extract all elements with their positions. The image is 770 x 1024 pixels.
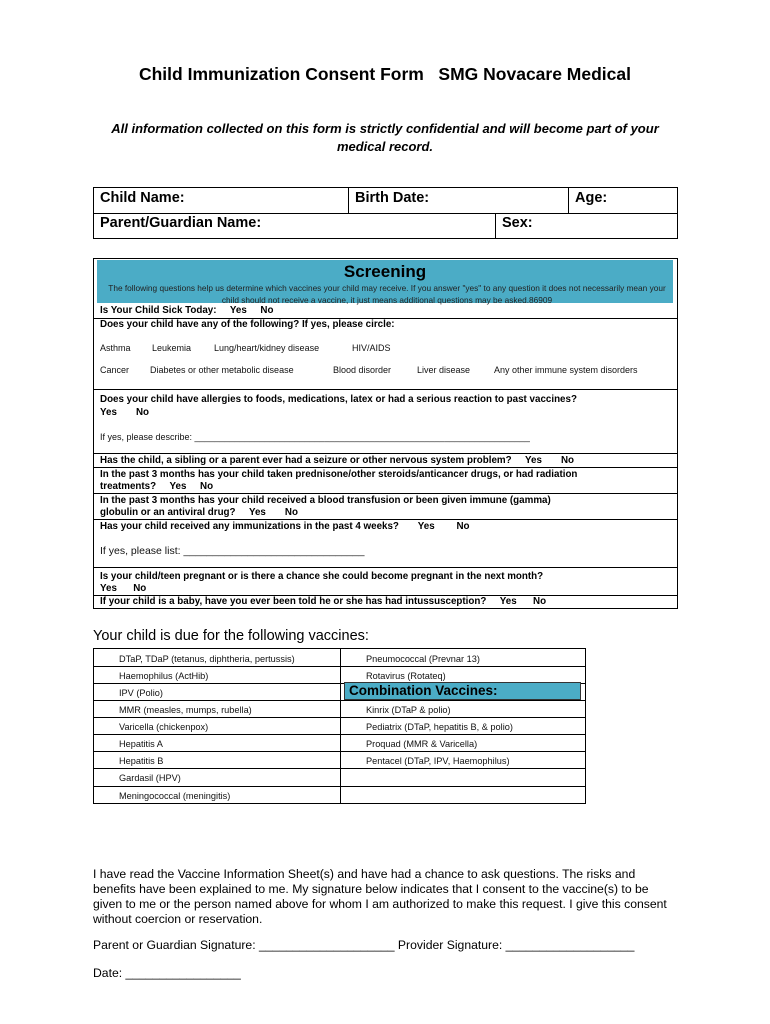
prednisone-question: In the past 3 months has your child taken prednisone/other steroids/anticancer drugs, or had radiation [100,469,578,480]
condition-option[interactable]: Liver disease [417,365,471,375]
prednisone-yes-no[interactable]: treatments? Yes No [100,481,214,492]
pregnant-yes-no[interactable]: Yes No [100,583,147,594]
sex-field[interactable]: Sex: [502,215,533,231]
vaccine-option[interactable]: Hepatitis B [119,756,164,766]
vaccines-table [93,648,586,804]
sick-today-question[interactable]: Is Your Child Sick Today: Yes No [100,305,274,316]
divider [348,188,349,213]
condition-option[interactable]: Blood disorder [333,365,392,375]
conditions-question: Does your child have any of the following? If yes, please circle: [100,319,395,330]
divider [94,453,677,454]
divider [340,649,341,803]
allergies-question: Does your child have allergies to foods, medications, latex or had a serious reaction to past vaccines? [100,394,577,405]
signature-line[interactable]: Parent or Guardian Signature: ____________________ Provider Signature: ___________________ [93,938,635,952]
pregnant-question: Is your child/teen pregnant or is there a chance she could become pregnant in the next month? [100,571,544,582]
allergies-yes-no[interactable]: Yes No [100,407,150,418]
divider [568,188,569,213]
date-line[interactable]: Date: _________________ [93,966,241,980]
divider [94,389,677,390]
vaccine-option[interactable]: Rotavirus (Rotateq) [366,671,446,681]
vaccine-option[interactable]: Hepatitis A [119,739,163,749]
divider [94,666,585,667]
vaccine-option[interactable]: Proquad (MMR & Varicella) [366,739,478,749]
divider [94,700,585,701]
condition-option[interactable]: Leukemia [152,343,192,353]
immunizations-list-field[interactable]: If yes, please list: _______________________________ [100,545,365,557]
combination-vaccines-header [344,682,581,700]
vaccines-due-label: Your child is due for the following vaccines: [93,628,369,644]
birth-date-field[interactable]: Birth Date: [355,190,430,206]
vaccine-option[interactable]: Meningococcal (meningitis) [119,791,231,801]
divider [94,519,677,520]
divider [94,493,677,494]
divider [94,567,677,568]
condition-option[interactable]: Any other immune system disorders [494,365,638,375]
condition-option[interactable]: Lung/heart/kidney disease [214,343,320,353]
vaccine-option[interactable]: Gardasil (HPV) [119,773,181,783]
screening-title: Screening [343,262,427,281]
divider [94,467,677,468]
transfusion-yes-no[interactable]: globulin or an antiviral drug? Yes No [100,507,298,518]
vaccine-option[interactable]: DTaP, TDaP (tetanus, diphtheria, pertussis) [119,654,295,664]
vaccine-option[interactable]: MMR (measles, mumps, rubella) [119,705,252,715]
transfusion-question: In the past 3 months has your child received a blood transfusion or been given immune (gamma) [100,495,551,506]
screening-header [97,260,673,303]
screening-section [93,258,678,609]
child-info-box [93,187,678,239]
consent-statement: I have read the Vaccine Information Sheet(s) and have had a chance to ask questions. The risks and benefits have been explained to me. My signature below indicates that I consent to the vaccine(s) to be given to me or the person named above for whom I am authorized to make this request. I give this consent without coercion or reservation. [93,867,667,926]
condition-option[interactable]: Cancer [100,365,130,375]
confidentiality-notice: All information collected on this form is strictly confidential and will become part of your medical record. [111,121,659,154]
condition-option[interactable]: Asthma [100,343,131,353]
age-field[interactable]: Age: [575,190,608,206]
divider [495,213,496,239]
divider [94,768,585,769]
vaccine-option[interactable]: Kinrix (DTaP & polio) [366,705,451,715]
child-name-field[interactable]: Child Name: [100,190,185,206]
immunizations-question[interactable]: Has your child received any immunizations in the past 4 weeks? Yes No [100,521,470,532]
intussusception-question[interactable]: If your child is a baby, have you ever been told he or she has had intussusception? Yes No [100,596,547,607]
parent-name-field[interactable]: Parent/Guardian Name: [100,215,262,231]
condition-option[interactable]: HIV/AIDS [352,343,391,353]
vaccine-option[interactable]: IPV (Polio) [119,688,163,698]
seizure-question[interactable]: Has the child, a sibling or a parent ever had a seizure or other nervous system problem? Yes No [100,455,575,466]
vaccine-option[interactable]: Varicella (chickenpox) [119,722,209,732]
vaccine-option[interactable]: Pediatrix (DTaP, hepatitis B, & polio) [366,722,513,732]
vaccine-option[interactable]: Pneumococcal (Prevnar 13) [366,654,480,664]
divider [94,751,585,752]
divider [94,734,585,735]
screening-intro: The following questions help us determine which vaccines your child may receive. If you answer "yes" to any question it does not necessarily mean your child should not receive a vaccine, it just means additional questions may be asked.86909 [108,283,666,305]
divider [94,786,585,787]
form-title: Child Immunization Consent Form SMG Novacare Medical [138,64,632,84]
divider [94,717,585,718]
condition-option[interactable]: Diabetes or other metabolic disease [150,365,294,375]
vaccine-option[interactable]: Pentacel (DTaP, IPV, Haemophilus) [366,756,510,766]
allergies-describe-field[interactable]: If yes, please describe: ___________________________________________________________________ [100,432,530,442]
combination-vaccines-label: Combination Vaccines: [349,683,498,698]
vaccine-option[interactable]: Haemophilus (ActHib) [119,671,209,681]
divider [94,213,677,214]
